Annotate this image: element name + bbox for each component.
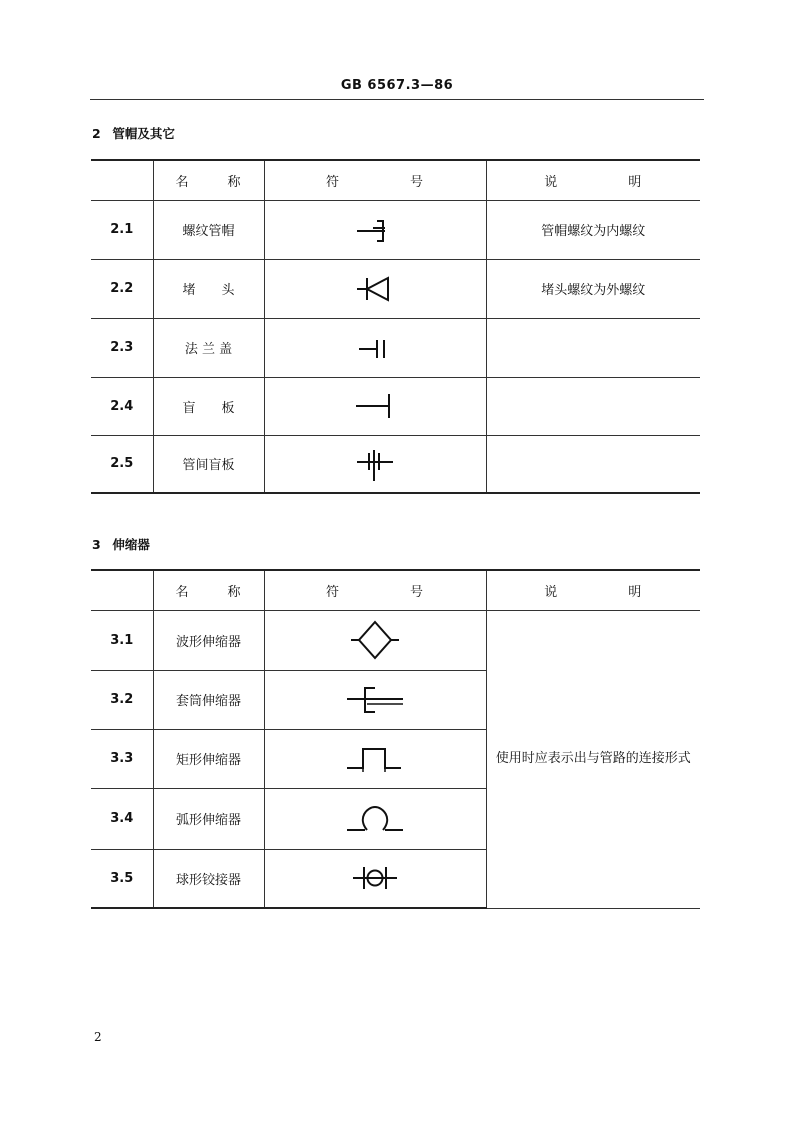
row-name: 弧形伸缩器 bbox=[153, 788, 264, 849]
table-row bbox=[91, 200, 700, 259]
standard-header: GB 6567.3—86 bbox=[340, 78, 454, 93]
header-remark: 说 明 bbox=[486, 570, 700, 610]
row-name: 管间盲板 bbox=[153, 435, 264, 493]
row-remark bbox=[486, 377, 700, 435]
row-name: 波形伸缩器 bbox=[153, 610, 264, 670]
section-2-number: 2 bbox=[92, 126, 101, 141]
row-name: 球形铰接器 bbox=[153, 849, 264, 908]
row-number: 3.5 bbox=[91, 849, 153, 908]
ball-joint-symbol-icon bbox=[264, 849, 486, 908]
row-name: 矩形伸缩器 bbox=[153, 729, 264, 788]
header-name: 名 称 bbox=[153, 570, 264, 610]
row-remark bbox=[486, 435, 700, 493]
section-2-table bbox=[91, 159, 700, 494]
row-name: 螺纹管帽 bbox=[153, 200, 264, 259]
section-3-table bbox=[91, 569, 700, 909]
row-name: 套筒伸缩器 bbox=[153, 670, 264, 729]
section-3-title: 伸缩器 bbox=[112, 537, 150, 552]
spectacle-blind-symbol-icon bbox=[264, 435, 486, 493]
row-number: 3.4 bbox=[91, 788, 153, 849]
row-name: 堵 头 bbox=[153, 259, 264, 318]
expansion-remark: 使用时应表示出与管路的连接形式 bbox=[486, 610, 700, 908]
table-row bbox=[91, 318, 700, 377]
table-row bbox=[91, 610, 700, 670]
section-3-heading bbox=[92, 535, 150, 553]
row-number: 3.1 bbox=[91, 610, 153, 670]
rectangular-expansion-symbol-icon bbox=[264, 729, 486, 788]
bellows-expansion-symbol-icon bbox=[264, 610, 486, 670]
table-row bbox=[91, 435, 700, 493]
header-symbol: 符 号 bbox=[264, 570, 486, 610]
row-number: 2.2 bbox=[91, 259, 153, 318]
sleeve-expansion-symbol-icon bbox=[264, 670, 486, 729]
header-rule bbox=[90, 99, 704, 100]
table-header-row bbox=[91, 160, 700, 200]
section-2-heading bbox=[92, 124, 175, 142]
header-blank-cell bbox=[91, 160, 153, 200]
header-symbol: 符 号 bbox=[264, 160, 486, 200]
table-header-row bbox=[91, 570, 700, 610]
plug-symbol-icon bbox=[264, 259, 486, 318]
row-remark bbox=[486, 318, 700, 377]
row-number: 2.4 bbox=[91, 377, 153, 435]
row-number: 3.3 bbox=[91, 729, 153, 788]
table-row bbox=[91, 377, 700, 435]
screw-cap-symbol-icon bbox=[264, 200, 486, 259]
row-name: 盲 板 bbox=[153, 377, 264, 435]
row-remark: 堵头螺纹为外螺纹 bbox=[486, 259, 700, 318]
row-name: 法 兰 盖 bbox=[153, 318, 264, 377]
row-remark: 管帽螺纹为内螺纹 bbox=[486, 200, 700, 259]
row-number: 2.1 bbox=[91, 200, 153, 259]
arc-expansion-symbol-icon bbox=[264, 788, 486, 849]
header-blank-cell bbox=[91, 570, 153, 610]
page-number: 2 bbox=[94, 1030, 102, 1044]
header-remark: 说 明 bbox=[486, 160, 700, 200]
blind-plate-symbol-icon bbox=[264, 377, 486, 435]
row-number: 3.2 bbox=[91, 670, 153, 729]
flange-cover-symbol-icon bbox=[264, 318, 486, 377]
header-name: 名 称 bbox=[153, 160, 264, 200]
row-number: 2.3 bbox=[91, 318, 153, 377]
section-2-title: 管帽及其它 bbox=[112, 126, 175, 141]
section-3-number: 3 bbox=[92, 537, 101, 552]
row-number: 2.5 bbox=[91, 435, 153, 493]
table-row bbox=[91, 259, 700, 318]
